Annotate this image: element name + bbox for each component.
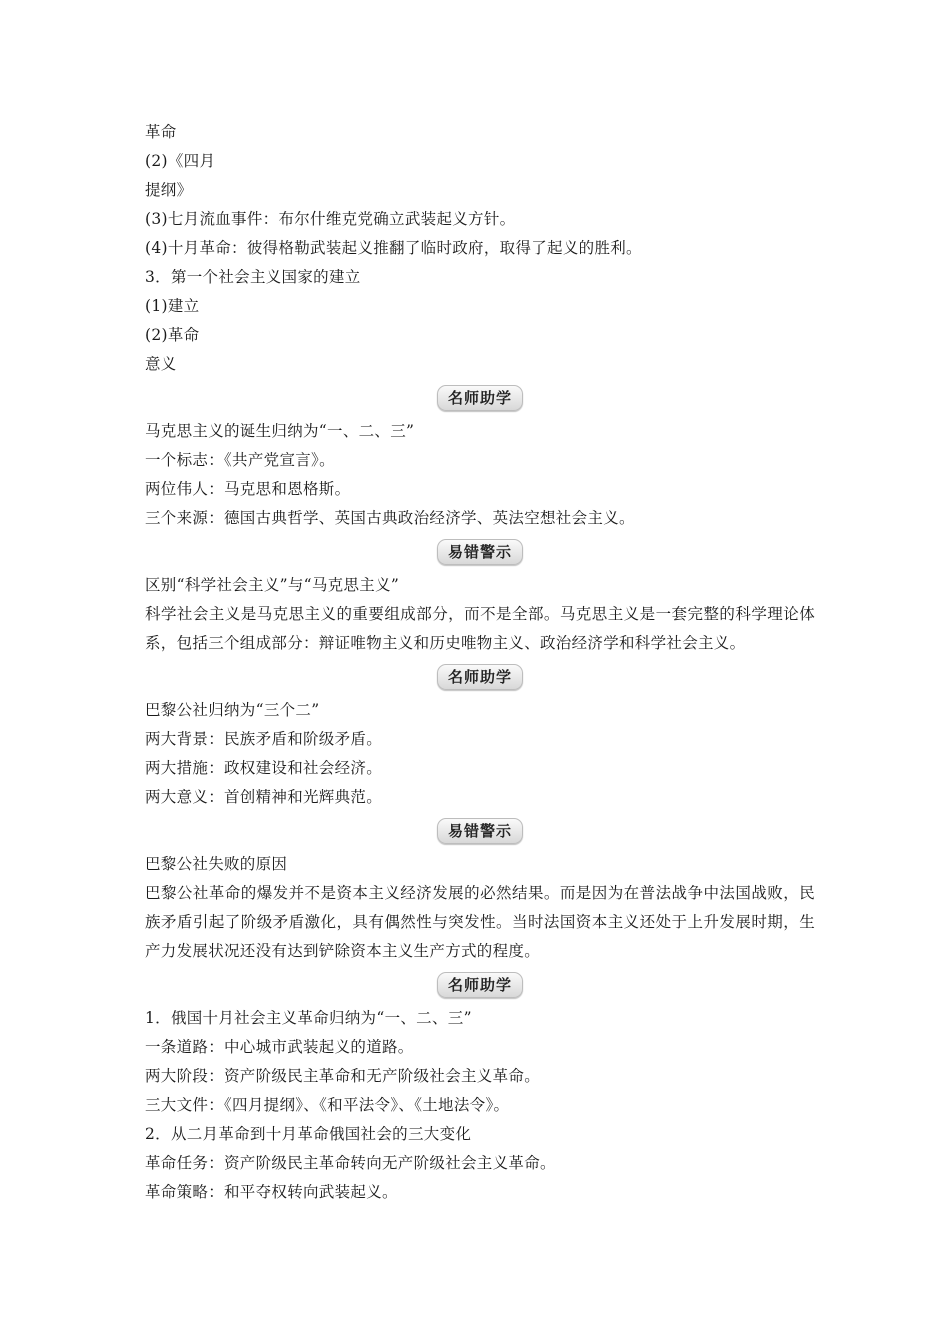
text-line: (2)革命 bbox=[145, 326, 200, 344]
text-line: 一条道路：中心城市武装起义的道路。 bbox=[145, 1038, 414, 1056]
section-header bbox=[145, 658, 815, 696]
text-line: 意义 bbox=[145, 355, 177, 373]
document-page bbox=[145, 118, 815, 1207]
section-paragraph: 科学社会主义是马克思主义的重要组成部分，而不是全部。马克思主义是一套完整的科学理论体系，包括三个组成部分：辩证唯物主义和历史唯物主义、政治经济学和科学社会主义。 bbox=[145, 605, 815, 652]
section-badge: 名师助学 bbox=[437, 664, 523, 690]
section-badge: 易错警示 bbox=[437, 818, 523, 844]
text-line: (1)建立 bbox=[145, 297, 200, 315]
text-line: 提纲》 bbox=[145, 181, 193, 199]
text-line: 两位伟人：马克思和恩格斯。 bbox=[145, 480, 351, 498]
text-line: 两大阶段：资产阶级民主革命和无产阶级社会主义革命。 bbox=[145, 1067, 541, 1085]
text-line: 马克思主义的诞生归纳为“一、二、三” bbox=[145, 422, 415, 440]
text-line: 1．俄国十月社会主义革命归纳为“一、二、三” bbox=[145, 1009, 472, 1027]
text-line: 两大背景：民族矛盾和阶级矛盾。 bbox=[145, 730, 383, 748]
text-line: 三大文件：《四月提纲》、《和平法令》、《土地法令》。 bbox=[145, 1096, 510, 1114]
text-line: 3．第一个社会主义国家的建立 bbox=[145, 268, 361, 286]
text-line: 一个标志：《共产党宣言》。 bbox=[145, 451, 335, 469]
text-line: (3)七月流血事件：布尔什维克党确立武装起义方针。 bbox=[145, 210, 516, 228]
text-line: (4)十月革命：彼得格勒武装起义推翻了临时政府，取得了起义的胜利。 bbox=[145, 239, 642, 257]
section-title: 巴黎公社失败的原因 bbox=[145, 855, 288, 873]
section-paragraph: 巴黎公社革命的爆发并不是资本主义经济发展的必然结果。而是因为在普法战争中法国战败，民族矛盾引起了阶级矛盾激化，具有偶然性与突发性。当时法国资本主义还处于上升发展时期，生产力发展状况还没有达到铲除资本主义生产方式的程度。 bbox=[145, 884, 815, 960]
text-line: 两大意义：首创精神和光辉典范。 bbox=[145, 788, 383, 806]
section-badge: 名师助学 bbox=[437, 972, 523, 998]
text-line: 两大措施：政权建设和社会经济。 bbox=[145, 759, 383, 777]
text-line: 革命策略：和平夺权转向武装起义。 bbox=[145, 1183, 398, 1201]
section-header bbox=[145, 966, 815, 1004]
section-title: 区别“科学社会主义”与“马克思主义” bbox=[145, 576, 400, 594]
section-header bbox=[145, 812, 815, 850]
text-line: 革命 bbox=[145, 123, 177, 141]
text-line: (2)《四月 bbox=[145, 152, 216, 170]
section-badge: 易错警示 bbox=[437, 539, 523, 565]
text-line: 三个来源：德国古典哲学、英国古典政治经济学、英法空想社会主义。 bbox=[145, 509, 635, 527]
text-line: 革命任务：资产阶级民主革命转向无产阶级社会主义革命。 bbox=[145, 1154, 556, 1172]
section-header bbox=[145, 533, 815, 571]
text-line: 巴黎公社归纳为“三个二” bbox=[145, 701, 320, 719]
text-line: 2．从二月革命到十月革命俄国社会的三大变化 bbox=[145, 1125, 472, 1143]
section-badge: 名师助学 bbox=[437, 385, 523, 411]
section-header bbox=[145, 379, 815, 417]
